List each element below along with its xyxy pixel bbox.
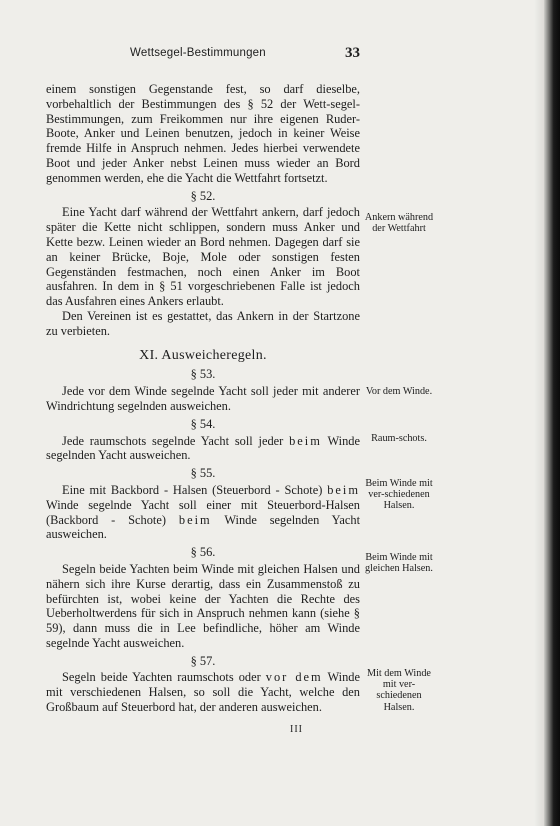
margin-note-54: Raum-schots. bbox=[371, 433, 427, 444]
p55-text-c: Winde segelnden Yacht ausweichen. bbox=[46, 512, 361, 542]
paragraph-53: Jede vor dem Winde segelnde Yacht soll jeder mit anderer Windrichtung segelnden ausweichen. bbox=[46, 384, 360, 413]
margin-note-55: Beim Winde mit ver-schiedenen Halsen. bbox=[365, 478, 433, 512]
paragraph-55 bbox=[46, 483, 360, 542]
paragraph-52a: Eine Yacht darf während der Wettfahrt ankern, darf jedoch später die Kette nicht schlippen, sondern muss Anker und Kette bezw. Leinen wieder an Bord nehmen. Dagegen darf sie an keiner Brücke, Boje, Mole oder sonstigen festen Gegenständen festmachen, noch einen Anker im Boot ausfahren. In dem in § 51 vorgeschriebenen Falle ist jedoch das Ausfahren eines Ankers erlaubt. bbox=[46, 205, 360, 309]
main-text bbox=[46, 82, 360, 715]
paragraph-52b: Den Vereinen ist es gestattet, das Ankern in der Startzone zu verbieten. bbox=[46, 308, 360, 338]
section-heading-53: § 53. bbox=[190, 367, 216, 382]
p54-text-a: Jede raumschots segelnde Yacht soll jeder bbox=[62, 433, 284, 448]
p57-spaced-words: vor dem bbox=[265, 670, 323, 685]
margin-note-57: Mit dem Winde mit ver-schiedenen Halsen. bbox=[367, 668, 431, 713]
section-heading-56: § 56. bbox=[190, 545, 216, 560]
chapter-heading: XI. Ausweicheregeln. bbox=[139, 347, 267, 363]
p55-text-a: Eine mit Backbord - Halsen (Steuerbord - Schote) bbox=[62, 482, 323, 497]
page-edge-shadow bbox=[544, 0, 560, 826]
margin-note-53: Vor dem Winde. bbox=[365, 386, 433, 397]
p54-text-b: Winde segelnden Yacht ausweichen. bbox=[46, 433, 360, 463]
p55-spaced-word-1: beim bbox=[327, 482, 360, 497]
p55-spaced-word-2: beim bbox=[178, 512, 212, 527]
paragraph-57 bbox=[46, 670, 360, 714]
section-heading-54: § 54. bbox=[190, 416, 216, 431]
section-heading-52: § 52. bbox=[190, 188, 216, 203]
p57-text-a: Segeln beide Yachten raumschots oder bbox=[62, 670, 261, 685]
printer-signature: III bbox=[290, 724, 303, 735]
p54-spaced-word: beim bbox=[289, 433, 322, 448]
page-header bbox=[46, 47, 360, 69]
page-number: 33 bbox=[345, 45, 360, 61]
section-heading-55: § 55. bbox=[190, 466, 216, 481]
margin-note-52: Ankern während der Wettfahrt bbox=[364, 212, 434, 235]
section-heading-57: § 57. bbox=[190, 653, 216, 668]
p57-text-b: Winde mit verschiedenen Halsen, so soll die Yacht, welche den Großbaum auf Steuerbord hat, der anderen ausweichen. bbox=[46, 670, 360, 715]
paragraph-56: Segeln beide Yachten beim Winde mit gleichen Halsen und nähern sich ihre Kurse derartig, dass ein Zusammenstoß zu befürchten ist, wobei keine der Yachten die Rechte des Ueberholtwerdens für sich in Anspruch nehmen kann (siehe § 59), dann muss die in Lee befindliche, höher am Winde segelnde Yacht ausweichen. bbox=[46, 561, 360, 650]
paragraph-continuation: einem sonstigen Gegenstande fest, so darf dieselbe, vorbehaltlich der Bestimmungen des § 52 der Wett-segel-Bestimmungen, zum Freikommen nur ihre eigenen Ruder-Boote, Anker und Leinen benutzen, jedoch in keiner Weise fremde Hilfe in Anspruch nehmen. Jedes hierbei verwendete Boot und jeder Anker nebst Leinen muss wieder an Bord genommen werden, ehe die Yacht die Wettfahrt fortsetzt. bbox=[46, 82, 360, 185]
running-head: Wettsegel-Bestimmungen bbox=[130, 47, 266, 59]
margin-note-56: Beim Winde mit gleichen Halsen. bbox=[365, 552, 433, 575]
paragraph-54 bbox=[46, 434, 360, 464]
p55-text-b: Winde segelnde Yacht soll einer mit Steuerbord-Halsen (Backbord - Schote) bbox=[46, 497, 360, 527]
